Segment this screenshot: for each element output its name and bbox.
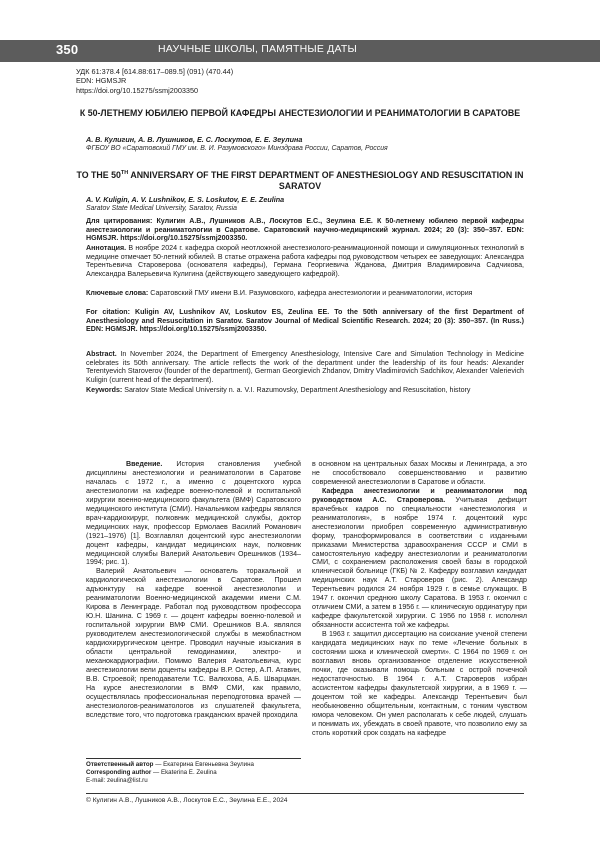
abstract-ru [86,244,524,279]
page-number: 350 [56,42,79,57]
keywords-en [86,386,524,395]
author-email[interactable]: E-mail: zeulina@list.ru [86,777,148,784]
intro-paragraph [86,460,301,567]
article-metadata [76,67,476,95]
citation-text-en: Kuligin AV, Lushnikov AV, Loskutov ES, Zeulina EE. To the 50th anniversary of the first Department of Anesthesiology and Resuscitation in Saratov. Saratov Journal of Medical Scientific Research. 2024; 20 (3): 350–357. (In Russ.) EDN: HGMSJR. https://doi.org/10.15275/ssmj2003350. [86,308,524,334]
citation-text-ru: Кулигин А.В., Лушников А.В., Лоскутов Е.С., Зеулина Е.Е. К 50-летнему юбилею первой кафедры анестезиологии и реаниматологии в Саратове. Саратовский научно-медицинский журнал. 2024; 20 (3): 350–357. EDN: HGMSJR. https://doi.org/10.15275/ssmj2003350. [86,217,524,243]
section-text: Учитывая дефицит врачебных кадров по специальности «анестезиология и реаниматология», в ноябре 1974 г. доцентский курс анестезиологии приобрел современную административную форму, трансформировался в соответствии с изданными приказами Министерства здравоохранения СССР и СМИ в самостоятельную кафедру анестезиологии и реаниматологии СМИ, с сохранением расположения своей базы в городской клинической больнице (ГКБ) № 2. Кафедру возглавил кандидат медицинских наук А.Т. Староверов (рис. 2). Александр Терентьевич родился 24 ноября 1929 г. в семье служащих. В 1947 г. окончил среднюю школу Саратова. В 1953 г. окончил с отличием СМИ, а затем в 1956 г. — клиническую ординатуру при кафедре факультетской хирургии. С 1956 по 1958 г. исполнял обязанности ассистента той же кафедры. [312,495,527,630]
keywords-text-ru: Саратовский ГМУ имени В.И. Разумовского, кафедра анестезиологии и реаниматологии, история [150,289,473,297]
running-header [0,40,600,62]
udk-code: УДК 61:378.4 [614.88:617–089.5] (091) (470.44) [76,67,234,76]
citation-label-en: For citation: [86,308,130,316]
article-title-en: TO THE 50TH ANNIVERSARY OF THE FIRST DEPARTMENT OF ANESTHESIOLOGY AND RESUSCITATION IN SARATOV [76,169,524,191]
abstract-label-en: Abstract. [86,350,117,358]
keywords-label-en: Keywords: [86,386,123,394]
responsible-author-name: — Екатерина Евгеньевна Зеулина [155,761,254,768]
body-paragraph: В 1963 г. защитил диссертацию на соискание ученой степени кандидата медицинских наук по теме «Лечение больных в состоянии шока и клинической смерти». С 1964 по 1969 г. он возглавил вновь организованное отделение искусственной почки, где оказывали помощь больным с острой почечной недостаточностью. В 1964 г. А.Т. Староверов избран ассистентом кафедры факультетской хирургии, а в 1969 г. — доцентом той же кафедры. Александр Терентьевич был необыкновенно общительным, контактным, с тонким чувством юмора человеком. Он умел располагать к себе людей, слушать и понимать их, убеждать в своей правоте, что позволило ему за столь короткий срок создать на кафедре [312,630,527,737]
section-title: НАУЧНЫЕ ШКОЛЫ, ПАМЯТНЫЕ ДАТЫ [158,43,357,55]
abstract-text-ru: В ноябре 2024 г. кафедра скорой неотложной анестезиолого-реанимационной помощи и симуляционных технологий в медицине отмечает 50-летний юбилей. В статье отражена работа кафедры под руководством четырех ее заведующих: Александра Терентьевича Староверова (основателя кафедры), Германа Георгиевича Жданова, Дмитрия Владимировича Садчикова, Александра Валерьевича Кулигина (действующего заведующего кафедрой). [86,244,524,279]
abstract-label-ru: Аннотация. [86,244,127,252]
authors-en: A. V. Kuligin, A. V. Lushnikov, E. S. Loskutov, E. E. Zeulina [86,195,285,204]
authors-ru: А. В. Кулигин, А. В. Лушников, Е. С. Лоскутов, Е. Е. Зеулина [86,135,303,144]
body-paragraph: в основном на центральных базах Москвы и Ленинграда, а это не способствовало совершенствованию и развитию современной анестезиологии в Саратове и области. [312,460,527,486]
intro-heading: Введение. [126,460,163,468]
abstract-en [86,350,524,385]
edn-code: EDN: HGMSJR [76,76,127,86]
keywords-text-en: Saratov State Medical University n. a. V.I. Razumovsky, Department Anesthesiology and Resuscitation, history [124,386,471,394]
corresponding-author-label: Corresponding author [86,769,152,776]
affiliation-en: Saratov State Medical University, Saratov, Russia [86,205,238,212]
copyright-notice: © Кулигин А.В., Лушников А.В., Лоскутов Е.С., Зеулина Е.Е., 2024 [86,797,288,804]
corresponding-author-footnote [86,761,301,785]
doi-link[interactable]: https://doi.org/10.15275/ssmj2003350 [76,85,199,95]
abstract-text-en: In November 2024, the Department of Emergency Anesthesiology, Intensive Care and Simulation Technology in Medicine celebrates its 50th anniversary. The article reflects the work of the department under the leadership of its four heads: Alexander Terentyevich Starovеrov (founder of the department), German Georgievich Zhdanov, Dmitry Vladimirovich Sadchikov, Alexander Valerievich Kuligin (current head of the department). [86,350,524,385]
affiliation-ru: ФГБОУ ВО «Саратовский ГМУ им. В. И. Разумовского» Минздрава России, Саратов, Россия [86,145,388,152]
keywords-label-ru: Ключевые слова: [86,289,149,297]
footnote-divider [86,758,301,759]
corresponding-author-name: — Ekaterina E. Zeulina [153,769,217,776]
citation-en [86,308,524,334]
keywords-ru [86,289,524,298]
body-column-right [312,460,527,738]
citation-label-ru: Для цитирования: [86,217,153,225]
body-column-left [86,460,301,720]
article-title-ru: К 50-ЛЕТНЕМУ ЮБИЛЕЮ ПЕРВОЙ КАФЕДРЫ АНЕСТЕЗИОЛОГИИ И РЕАНИМАТОЛОГИИ В САРАТОВЕ [79,108,521,118]
citation-ru [86,217,524,243]
body-paragraph: Валерий Анатольевич — основатель торакальной и кардиологической анестезиологии в Саратове. Прошел адъюнктуру на кафедре военной анестезиологии и реаниматологии Военно-медицинской академии имени С.М. Кирова в Ленинграде. Работал под руководством профессора Ю.Н. Шанина. С 1969 г. — доцент кафедры военно-полевой и госпитальной хирургии ВМФ СМИ. Орешников В.А. являлся руководителем анестезиологической службы в межобластном кардиохирургическом центре. Проводил научные изыскания в области центральной гемодинамики, электро- и механокардиографии. Помимо Валерия Анатольевича, курс анестезиологии вели доценты кафедры В.Р. Остер, А.П. Атавин, В.В. Строевой; преподаватели Т.С. Валюхова, А.Б. Шварцман. На курсе анестезиологии в ВМФ СМИ, как правило, осуществлялась профессиональная переподготовка врачей — анестезиологов-реаниматологов из слушателей факультета, вследствие того, что подготовка гражданских врачей проходила [86,567,301,719]
page-divider [86,793,524,794]
section-paragraph [312,487,527,630]
intro-text: История становления учебной дисциплины анестезиологии и реаниматологии в Саратове началась с 1972 г., а именно с доцентского курса анестезиологии на кафедре военно-полевой и госпитальной хирургии военно-медицинского факультета (ВМФ) Саратовского медицинского института (СМИ). Начальником кафедры являлся врач-кардиохирург, полковник медицинской службы, доктор медицинских наук, профессор Ермолаев Василий Романович (1921–1976) [1]. Возглавлял доцентский курс анестезиологии доцент кафедры, кандидат медицинских наук, полковник медицинской службы Валерий Анатольевич Орешников (1934–1994; рис. 1). [86,460,301,567]
section-heading: Кафедра анестезиологии и реаниматологии под руководством А.С. Староверова. [312,486,527,504]
responsible-author-label: Ответственный автор [86,761,154,768]
